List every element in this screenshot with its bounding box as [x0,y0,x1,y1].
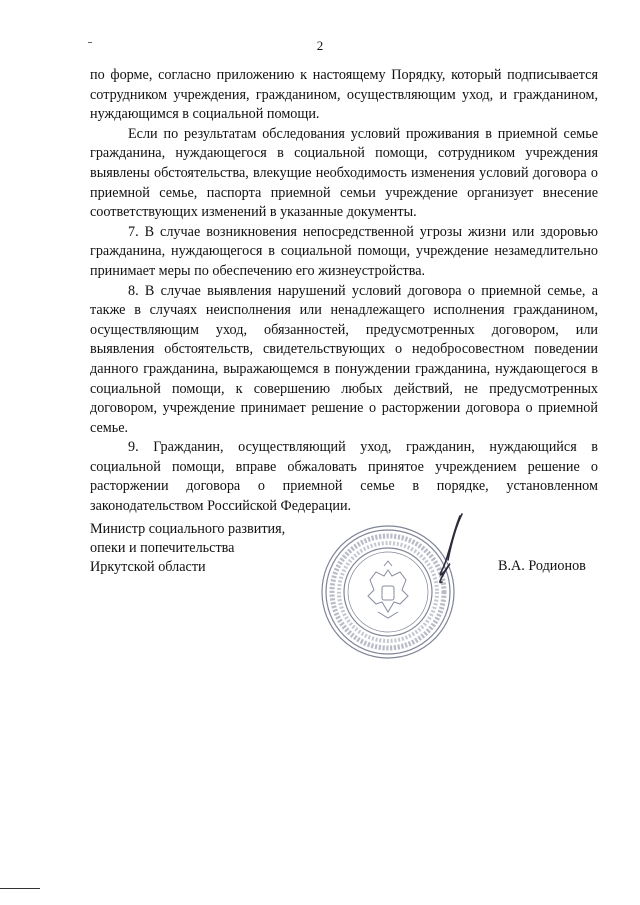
document-body [90,66,598,517]
paragraph-item-7: 7. В случае возникновения непосредственной угрозы жизни или здоровью гражданина, нуждающегося в социальной помощи, учреждение незамедлительно принимает меры по обеспечению его жизнеустройства. [90,223,598,279]
signatory-title [90,520,285,577]
signatory-title-line-3: Иркутской области [90,559,206,575]
page-number: 2 [316,38,324,53]
double-headed-eagle-emblem [368,561,408,618]
paragraph-continuation: по форме, согласно приложению к настоящему Порядку, который подписывается сотрудником учреждения, гражданином, осуществляющим уход, и гражданином, нуждающимся в социальной помощи. [90,67,598,123]
signatory-name: В.А. Родионов [498,558,586,574]
signatory-title-line-2: опеки и попечительства [90,540,235,556]
paragraph-item-9: 9. Гражданин, осуществляющий уход, гражданин, нуждающийся в социальной помощи, вправе обжаловать принятое учреждением решение о расторжении договора о приемной семье в порядке, установленном законодательством Российской Федерации. [90,439,598,515]
paragraph-item-8: 8. В случае выявления нарушений условий договора о приемной семье, а также в случаях неисполнения или ненадлежащего исполнения гражданином, осуществляющим уход, обязанностей, предусмотренных договором, или выявления обстоятельств, свидетельствующих о недобросовестном поведении данного гражданина, выражающемся в понуждении гражданина, нуждающегося в социальной помощи, к совершению любых действий, не предусмотренных договором, учреждение принимает решение о расторжении договора о приемной семье. [90,282,598,436]
paragraph-inspection-results: Если по результатам обследования условий проживания в приемной семье гражданина, нуждающегося в социальной помощи, сотрудником учреждения выявлены обстоятельства, влекущие необходимость изменения условий договора о приемной семье, паспорта приемной семьи учреждение организует внесение соответствующих изменений в указанные документы. [90,125,598,221]
official-seal-stamp [312,500,472,668]
signatory-title-line-1: Министр социального развития, [90,521,286,537]
footer-rule [0,888,40,889]
